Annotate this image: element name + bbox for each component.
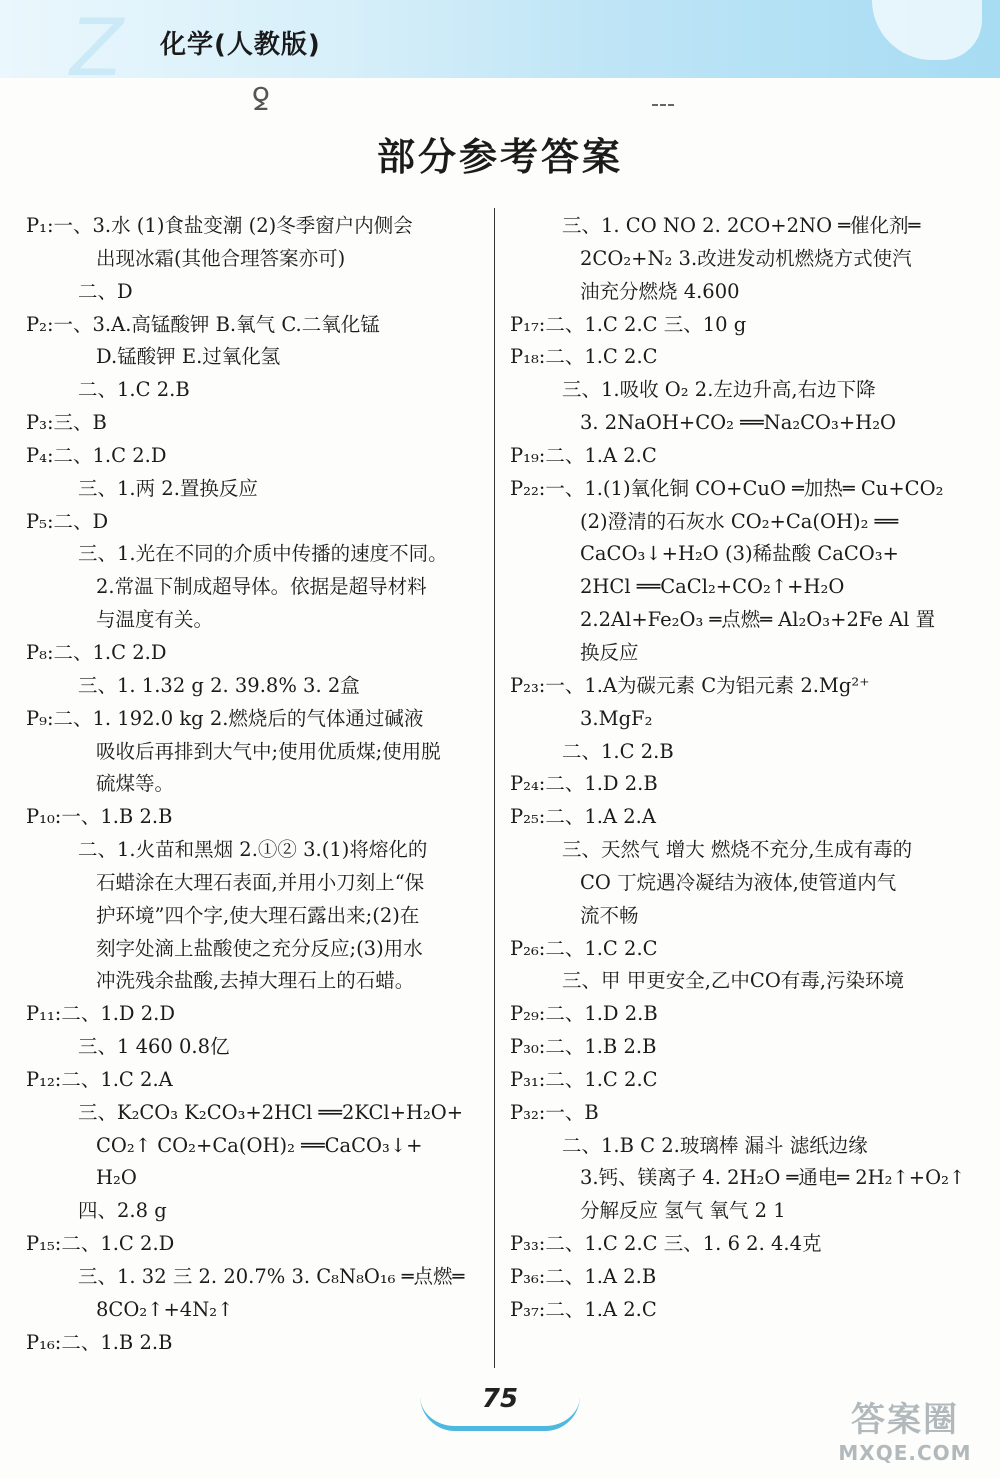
answer-line: 2.常温下制成超导体。依据是超导材料: [96, 575, 427, 599]
answer-line: 二、1.C 2.B: [562, 739, 674, 763]
answer-line: P₁₉:二、1.A 2.C: [510, 443, 657, 467]
answer-line: P₁₀:一、1.B 2.B: [26, 805, 173, 829]
answer-line: 护环境”四个字,使大理石露出来;(2)在: [96, 903, 420, 927]
answer-line: 分解反应 氢气 氧气 2 1: [580, 1199, 786, 1223]
answer-line: P₁:一、3.水 (1)食盐变潮 (2)冬季窗户内侧会: [26, 214, 413, 237]
cloud-decoration: [872, 0, 982, 60]
answer-line: CO₂↑ CO₂+Ca(OH)₂ ══CaCO₃↓+: [96, 1133, 423, 1157]
answer-line: 3.钙、镁离子 4. 2H₂O ═通电═ 2H₂↑+O₂↑: [580, 1166, 966, 1190]
answer-line: CaCO₃↓+H₂O (3)稀盐酸 CaCO₃+: [580, 542, 899, 566]
answer-line: 三、1 460 0.8亿: [78, 1035, 230, 1059]
answer-line: 三、1. 1.32 g 2. 39.8% 3. 2盒: [78, 673, 360, 697]
answer-line: P₁₇:二、1.C 2.C 三、10 g: [510, 312, 747, 336]
answer-line: P₂:一、3.A.高锰酸钾 B.氧气 C.二氧化锰: [26, 312, 380, 336]
answer-line: P₂₆:二、1.C 2.C: [510, 936, 658, 960]
answer-line: P₃₃:二、1.C 2.C 三、1. 6 2. 4.4克: [510, 1232, 822, 1256]
answer-line: P₃₂:一、B: [510, 1100, 599, 1124]
answer-line: 三、1. CO NO 2. 2CO+2NO ═催化剂═: [562, 214, 921, 237]
swirl-decoration-icon: ꝿ: [252, 83, 270, 118]
answer-line: 冲洗残余盐酸,去掉大理石上的石蜡。: [96, 969, 415, 993]
answer-line: 8CO₂↑+4N₂↑: [96, 1297, 234, 1321]
answer-line: 四、2.8 g: [78, 1199, 167, 1223]
answer-line: (2)澄清的石灰水 CO₂+Ca(OH)₂ ══: [580, 509, 899, 533]
column-divider: [494, 208, 495, 1368]
header-title: 化学(人教版): [160, 30, 321, 60]
answer-line: 2HCl ══CaCl₂+CO₂↑+H₂O: [580, 575, 845, 599]
watermark-cn: 答案圈: [851, 1400, 959, 1440]
answer-line: P₂₅:二、1.A 2.A: [510, 805, 656, 829]
answer-line: CO 丁烷遇冷凝结为液体,使管道内气: [580, 870, 897, 894]
answer-line: 3. 2NaOH+CO₂ ══Na₂CO₃+H₂O: [580, 411, 897, 435]
answer-line: 出现冰霜(其他合理答案亦可): [96, 246, 346, 270]
watermark-logo: [820, 1400, 990, 1472]
answer-line: P₂₄:二、1.D 2.B: [510, 772, 658, 796]
watermark-en: MXQE.COM: [838, 1441, 972, 1465]
answer-line: 三、1.吸收 O₂ 2.左边升高,右边下降: [562, 378, 876, 402]
answer-line: 二、D: [78, 279, 133, 303]
answer-line: 二、1.火苗和黑烟 2.①② 3.(1)将熔化的: [78, 838, 428, 862]
header-band: [0, 0, 1000, 94]
answer-line: P₁₅:二、1.C 2.D: [26, 1232, 175, 1256]
answer-line: 流不畅: [580, 903, 639, 927]
answer-line: 三、1. 32 三 2. 20.7% 3. C₈N₈O₁₆ ═点燃═: [78, 1265, 465, 1288]
dash-decoration: [652, 104, 674, 108]
answer-line: P₂₂:一、1.(1)氧化铜 CO+CuO ═加热═ Cu+CO₂: [510, 476, 944, 500]
answer-line: 三、K₂CO₃ K₂CO₃+2HCl ══2KCl+H₂O+: [78, 1100, 464, 1124]
answer-line: 二、1.C 2.B: [78, 378, 190, 402]
answer-line: P₃₀:二、1.B 2.B: [510, 1035, 657, 1059]
answer-line: P₃₆:二、1.A 2.B: [510, 1265, 657, 1288]
page-number: 75: [481, 1384, 519, 1414]
answer-line: P₅:二、D: [26, 509, 109, 533]
answer-line: P₁₈:二、1.C 2.C: [510, 345, 658, 369]
answer-line: 刻字处滴上盐酸使之充分反应;(3)用水: [96, 936, 423, 960]
answer-line: 2.2Al+Fe₂O₃ ═点燃═ Al₂O₃+2Fe Al 置: [580, 608, 936, 632]
answer-line: 三、天然气 增大 燃烧不充分,生成有毒的: [562, 838, 913, 862]
answer-line: P₃₁:二、1.C 2.C: [510, 1067, 658, 1091]
answer-line: H₂O: [96, 1166, 137, 1190]
answer-line: 吸收后再排到大气中;使用优质煤;使用脱: [96, 739, 441, 763]
answer-line: 与温度有关。: [96, 608, 214, 632]
header-z-decoration: Z: [70, 4, 124, 94]
answers-left-column: [26, 210, 492, 1360]
answer-line: 三、甲 甲更安全,乙中CO有毒,污染环境: [562, 969, 905, 993]
answers-right-column: [510, 210, 972, 1327]
answer-line: 3.MgF₂: [580, 706, 653, 730]
answer-line: P₉:二、1. 192.0 kg 2.燃烧后的气体通过碱液: [26, 706, 424, 730]
answer-line: 三、1.两 2.置换反应: [78, 476, 258, 500]
answer-line: P₄:二、1.C 2.D: [26, 443, 167, 467]
answer-line: P₈:二、1.C 2.D: [26, 640, 167, 664]
answer-line: P₃₇:二、1.A 2.C: [510, 1297, 657, 1321]
answer-line: 二、1.B C 2.玻璃棒 漏斗 滤纸边缘: [562, 1133, 868, 1157]
answer-line: 油充分燃烧 4.600: [580, 279, 740, 303]
answer-line: P₂₃:一、1.A为碳元素 C为铝元素 2.Mg²⁺: [510, 673, 870, 697]
answer-line: 石蜡涂在大理石表面,并用小刀刻上“保: [96, 870, 425, 894]
answer-line: P₁₂:二、1.C 2.A: [26, 1067, 173, 1091]
answer-line: P₁₁:二、1.D 2.D: [26, 1002, 176, 1026]
answer-line: 换反应: [580, 640, 639, 664]
answer-line: 2CO₂+N₂ 3.改进发动机燃烧方式使汽: [580, 246, 912, 270]
answer-line: P₃:三、B: [26, 411, 107, 435]
answer-line: P₁₆:二、1.B 2.B: [26, 1330, 173, 1354]
page-title: 部分参考答案: [376, 135, 623, 179]
answer-line: D.锰酸钾 E.过氧化氢: [96, 345, 281, 369]
answer-line: P₂₉:二、1.D 2.B: [510, 1002, 658, 1026]
answer-line: 硫煤等。: [96, 772, 175, 796]
answer-line: 三、1.光在不同的介质中传播的速度不同。: [78, 542, 448, 566]
